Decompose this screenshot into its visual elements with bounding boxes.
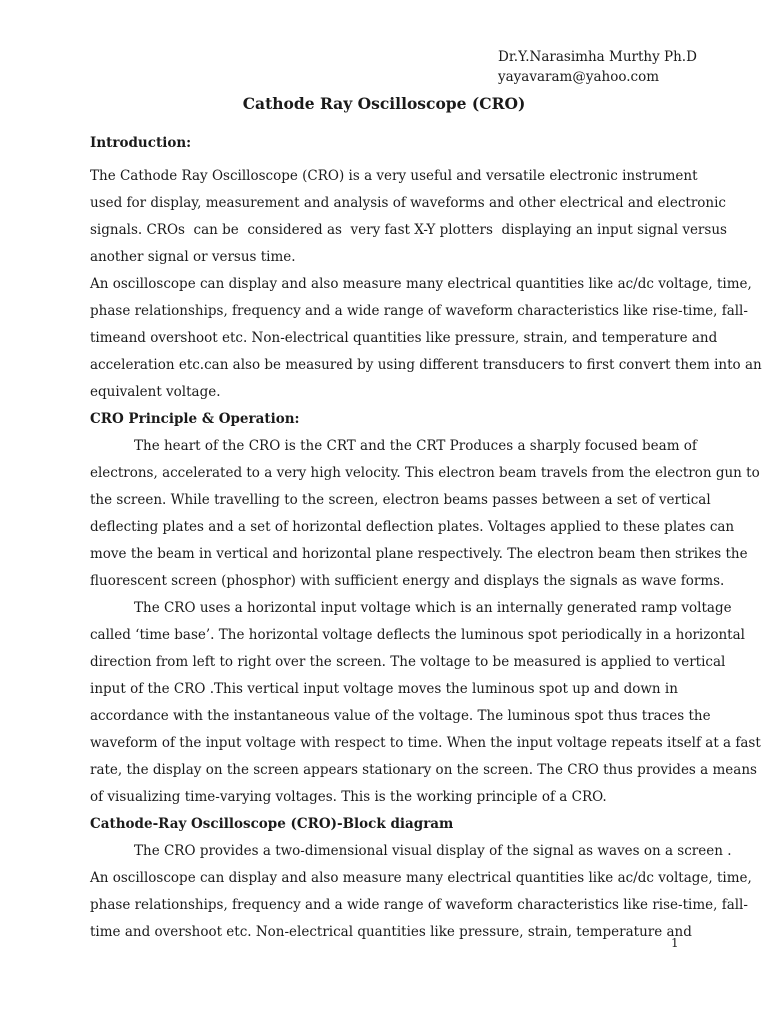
text-line: move the beam in vertical and horizontal plane respectively. The electron beam then strikes the	[90, 546, 748, 562]
text-line: input of the CRO .This vertical input voltage moves the luminous spot up and down in	[90, 681, 678, 697]
text-line: of visualizing time-varying voltages. This is the working principle of a CRO.	[90, 789, 607, 805]
text-line: waveform of the input voltage with respect to time. When the input voltage repeats itself at a fast	[90, 735, 761, 751]
text-line: An oscilloscope can display and also measure many electrical quantities like ac/dc voltage, time,	[90, 870, 752, 886]
paragraph	[90, 595, 761, 811]
text-line: electrons, accelerated to a very high velocity. This electron beam travels from the electron gun to	[90, 465, 760, 481]
text-line: The heart of the CRO is the CRT and the CRT Produces a sharply focused beam of	[134, 438, 697, 454]
text-line: The Cathode Ray Oscilloscope (CRO) is a very useful and versatile electronic instrument	[90, 168, 698, 184]
paragraph	[90, 433, 760, 595]
section-heading-block-diagram: Cathode-Ray Oscilloscope (CRO)-Block diagram	[90, 816, 454, 832]
text-line: An oscilloscope can display and also measure many electrical quantities like ac/dc voltage, time,	[90, 276, 752, 292]
text-line: used for display, measurement and analysis of waveforms and other electrical and electronic	[90, 195, 726, 211]
text-line: acceleration etc.can also be measured by using different transducers to first convert them into an	[90, 357, 762, 373]
text-line: The CRO provides a two-dimensional visual display of the signal as waves on a screen .	[134, 843, 732, 859]
text-line: deflecting plates and a set of horizontal deflection plates. Voltages applied to these plates can	[90, 519, 735, 535]
text-line: signals. CROs can be considered as very fast X-Y plotters displaying an input signal versus	[90, 222, 727, 238]
text-line: phase relationships, frequency and a wide range of waveform characteristics like rise-time, fall-	[90, 897, 748, 913]
text-line: equivalent voltage.	[90, 384, 221, 400]
text-line: fluorescent screen (phosphor) with sufficient energy and displays the signals as wave forms.	[90, 573, 725, 589]
author-block	[498, 47, 697, 87]
text-line: timeand overshoot etc. Non-electrical quantities like pressure, strain, and temperature and	[90, 330, 718, 346]
paragraph	[90, 865, 752, 946]
document-title: Cathode Ray Oscilloscope (CRO)	[242, 94, 526, 113]
paragraph	[90, 271, 762, 406]
author-email: yayavaram@yahoo.com	[498, 69, 659, 85]
text-line: rate, the display on the screen appears stationary on the screen. The CRO thus provides a means	[90, 762, 757, 778]
paragraph	[90, 163, 727, 271]
text-line: phase relationships, frequency and a wide range of waveform characteristics like rise-time, fall-	[90, 303, 748, 319]
text-line: the screen. While travelling to the screen, electron beams passes between a set of vertical	[90, 492, 711, 508]
text-line: another signal or versus time.	[90, 249, 296, 265]
text-line: time and overshoot etc. Non-electrical quantities like pressure, strain, temperature and	[90, 924, 692, 940]
paragraph	[90, 838, 732, 865]
text-line: called ‘time base’. The horizontal voltage deflects the luminous spot periodically in a horizontal	[90, 627, 745, 643]
document-body	[90, 130, 762, 946]
section-heading-introduction: Introduction:	[90, 135, 192, 151]
section-heading-principle: CRO Principle & Operation:	[90, 411, 300, 427]
author-name: Dr.Y.Narasimha Murthy Ph.D	[498, 49, 697, 65]
page-number: 1	[671, 936, 679, 950]
text-line: accordance with the instantaneous value of the voltage. The luminous spot thus traces the	[90, 708, 711, 724]
text-line: direction from left to right over the screen. The voltage to be measured is applied to vertical	[90, 654, 726, 670]
text-line: The CRO uses a horizontal input voltage which is an internally generated ramp voltage	[134, 600, 732, 616]
